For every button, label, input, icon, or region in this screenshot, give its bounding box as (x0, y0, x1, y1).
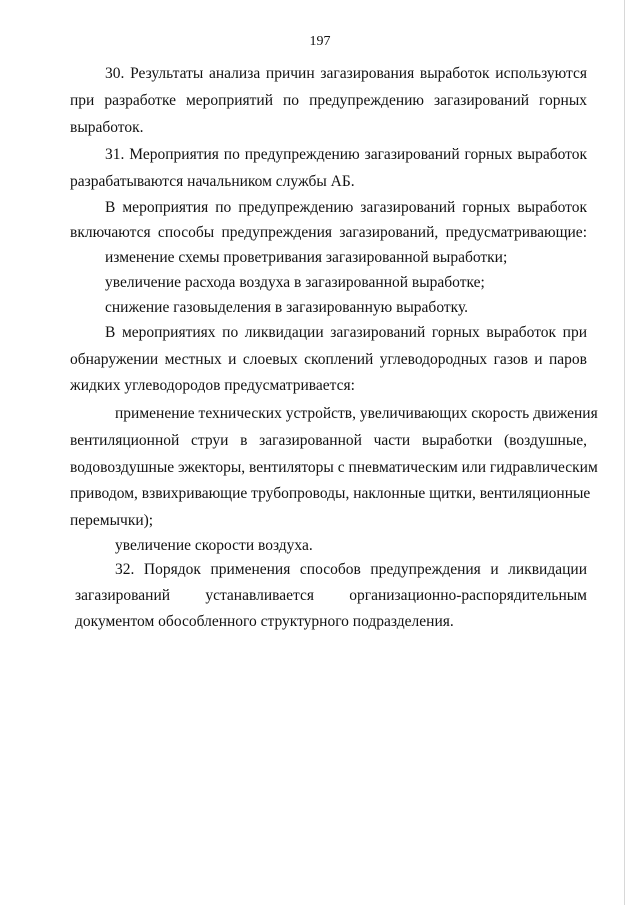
page-number: 197 (309, 34, 331, 49)
list-item-devices-line-3: водовоздушные эжекторы, вентиляторы с пневматическим или гидравлическим (70, 459, 598, 476)
paragraph-liquidation-line-2: обнаружении местных и слоевых скоплений углеводородных газов и паров (70, 351, 587, 368)
paragraph-30-line-3: выработок. (70, 119, 144, 136)
list-item-devices-line-5: перемычки); (70, 512, 154, 529)
paragraph-methods-line-2: включаются способы предупреждения загазирований, предусматривающие: (70, 224, 587, 241)
list-item-devices-line-1: применение технических устройств, увеличивающих скорость движения (115, 405, 598, 422)
paragraph-liquidation-line-3: жидких углеводородов предусматривается: (70, 377, 355, 394)
paragraph-31-line-1: 31. Мероприятия по предупреждению загазирований горных выработок (105, 146, 587, 163)
paragraph-30-line-1: 30. Результаты анализа причин загазирования выработок используются (105, 65, 587, 82)
paragraph-30-line-2: при разработке мероприятий по предупреждению загазирований горных (70, 92, 587, 109)
paragraph-32-line-3: документом обособленного структурного подразделения. (75, 613, 454, 630)
paragraph-methods-line-1: В мероприятия по предупреждению загазирований горных выработок (105, 199, 587, 216)
list-item-ventilation-scheme: изменение схемы проветривания загазированной выработки; (105, 249, 508, 266)
list-item-air-flow: увеличение расхода воздуха в загазированной выработке; (105, 274, 485, 291)
page-edge-line (624, 0, 625, 905)
list-item-gas-emission: снижение газовыделения в загазированную выработку. (105, 299, 469, 316)
paragraph-32-line-2: загазирований устанавливается организационно-распорядительным (75, 587, 587, 604)
paragraph-31-line-2: разрабатываются начальником службы АБ. (70, 173, 355, 190)
list-item-devices-line-2: вентиляционной струи в загазированной части выработки (воздушные, (70, 432, 587, 449)
paragraph-32-line-1: 32. Порядок применения способов предупреждения и ликвидации (115, 561, 587, 578)
list-item-air-speed: увеличение скорости воздуха. (115, 537, 313, 554)
list-item-devices-line-4: приводом, взвихривающие трубопроводы, наклонные щитки, вентиляционные (70, 485, 591, 502)
paragraph-liquidation-line-1: В мероприятиях по ликвидации загазирований горных выработок при (105, 324, 587, 341)
